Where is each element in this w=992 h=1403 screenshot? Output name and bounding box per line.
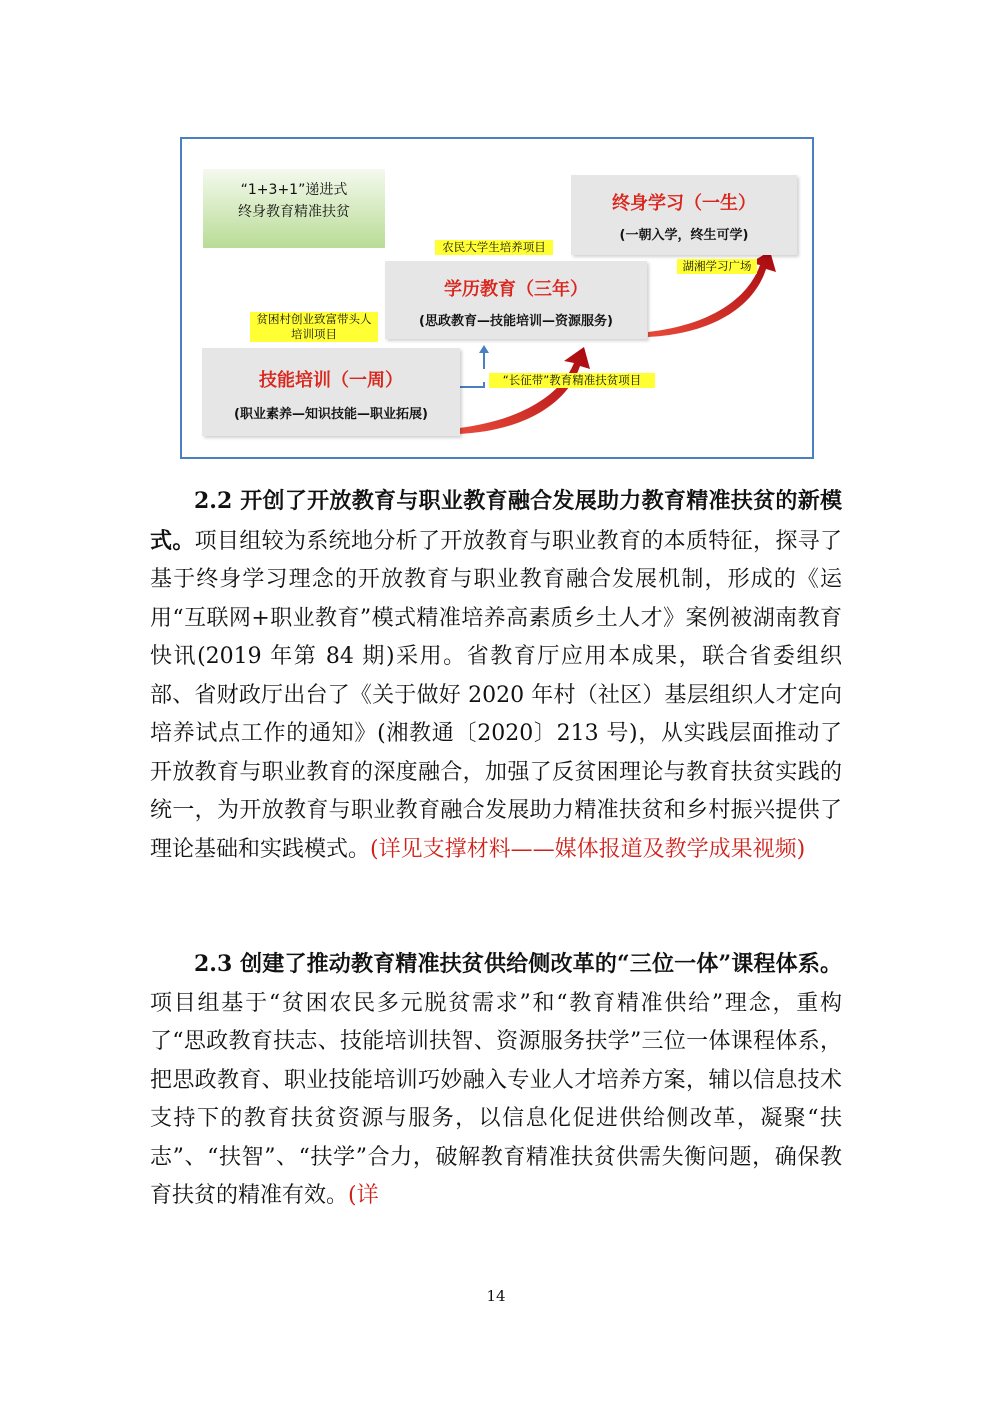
degree-education-subtitle: (思政教育—技能培训—资源服务) xyxy=(419,314,613,329)
skill-training-subtitle: (职业素养—知识技能—职业拓展) xyxy=(234,407,428,422)
lifelong-learning-subtitle: (一朝入学，终生可学) xyxy=(619,228,749,243)
connector-line xyxy=(460,382,484,387)
section-2-3 xyxy=(150,945,842,1216)
lifelong-learning-title: 终身学习（一生） xyxy=(612,193,756,214)
model-title-line1: “1+3+1”递进式 xyxy=(240,182,348,198)
arrow-skill-to-degree xyxy=(459,347,590,434)
section-2-2-note: (详见支撑材料——媒体报道及教学成果视频) xyxy=(370,836,806,862)
connector-head-up xyxy=(479,345,489,353)
lifelong-learning-box xyxy=(571,175,797,255)
skill-training-title: 技能培训（一周） xyxy=(259,370,403,391)
tag-village-leader-line2: 培训项目 xyxy=(291,327,337,341)
skill-training-box xyxy=(202,348,460,436)
section-2-2-body: 项目组较为系统地分析了开放教育与职业教育的本质特征，探寻了基于终身学习理念的开放教育与职业教育融合发展机制，形成的《运用“互联网+职业教育”模式精准培养高素质乡土人才》案例被湖南教育快讯(2019 年第 84 期)采用。省教育厅应用本成果，联合省委组织部、省财政厅出台了《关于做好 2020 年村（社区）基层组织人才定向培养试点工作的通知》(湘教通〔2020〕213 号)，从实践层面推动了开放教育与职业教育的深度融合，加强了反贫困理论与教育扶贫实践的统一，为开放教育与职业教育融合发展助力精准扶贫和乡村振兴提供了理论基础和实践模式。 xyxy=(150,528,842,862)
section-2-3-body: 项目组基于“贫困农民多元脱贫需求”和“教育精准供给”理念，重构了“思政教育扶志、技能培训扶智、资源服务扶学”三位一体课程体系，把思政教育、职业技能培训巧妙融入专业人才培养方案，辅以信息技术支持下的教育扶贫资源与服务，以信息化促进供给侧改革，凝聚“扶志”、“扶智”、“扶学”合力，破解教育精准扶贫供需失衡问题，确保教育扶贫的精准有效。 xyxy=(150,990,842,1208)
tag-village-leader xyxy=(250,312,378,342)
section-2-3-note: (详 xyxy=(348,1183,379,1208)
model-title-box xyxy=(203,169,385,248)
tag-long-march: “长征带”教育精准扶贫项目 xyxy=(489,373,655,388)
page-number: 14 xyxy=(486,1287,506,1305)
model-title-line2: 终身教育精准扶贫 xyxy=(238,204,350,220)
tag-village-leader-line1: 贫困村创业致富带头人 xyxy=(256,312,372,326)
tag-hunan-square: 湖湘学习广场 xyxy=(677,259,757,274)
section-2-2 xyxy=(150,482,842,869)
section-2-2-heading: 2.2 开创了开放教育与职业教育融合发展助力教育精准扶贫的新模式。 xyxy=(150,488,842,554)
poverty-alleviation-diagram xyxy=(180,137,814,459)
section-2-3-heading: 2.3 创建了推动教育精准扶贫供给侧改革的“三位一体”课程体系。 xyxy=(194,951,842,977)
degree-education-title: 学历教育（三年） xyxy=(444,279,588,300)
tag-farmer-student: 农民大学生培养项目 xyxy=(435,240,553,255)
degree-education-box xyxy=(385,261,647,339)
